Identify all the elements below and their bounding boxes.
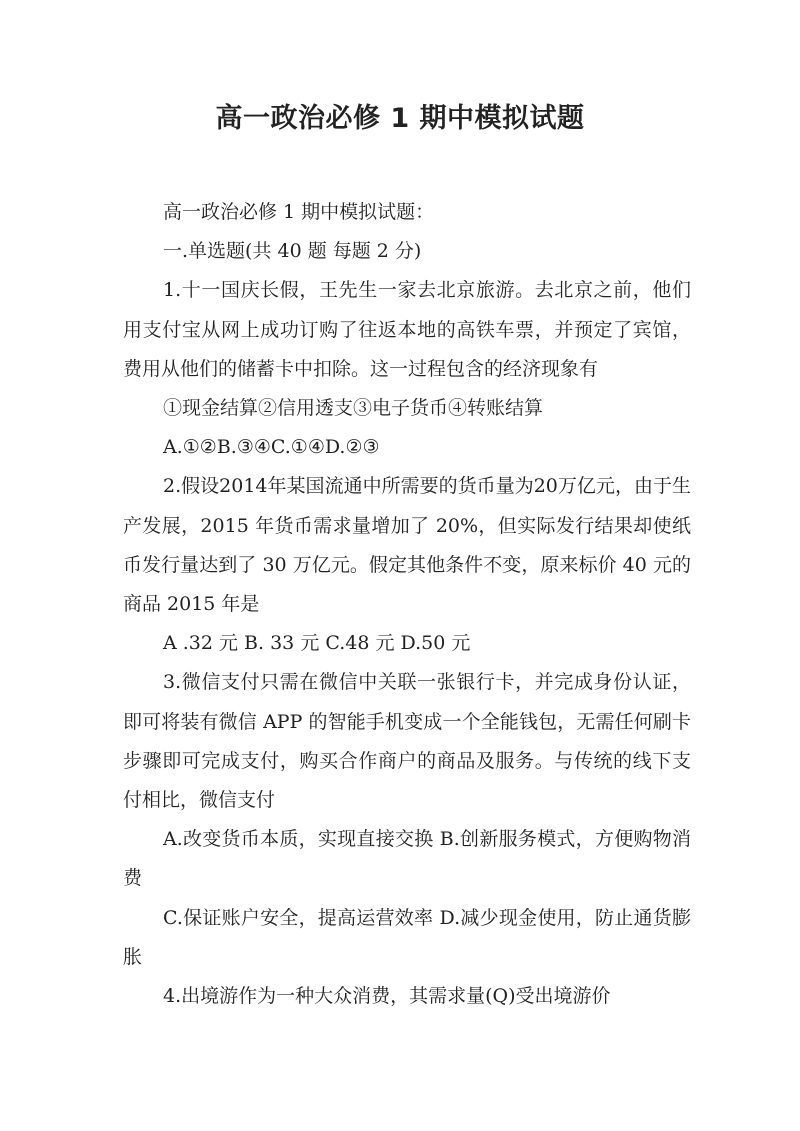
question-3-options-ab: A.改变货币本质，实现直接交换 B.创新服务模式，方便购物消费 — [123, 828, 691, 890]
question-4: 4.出境游作为一种大众消费，其需求量(Q)受出境游价 — [163, 985, 611, 1008]
question-3-options-cd: C.保证账户安全，提高运营效率 D.减少现金使用，防止通货膨胀 — [123, 906, 691, 968]
paragraph-intro: 高一政治必修 1 期中模拟试题： — [163, 201, 435, 223]
question-1-items: ①现金结算②信用透支③电子货币④转账结算 — [163, 397, 544, 420]
document-title: 高一政治必修 1 期中模拟试题 — [215, 103, 585, 134]
question-2-options: A .32 元 B. 33 元 C.48 元 D.50 元 — [163, 632, 471, 655]
section-heading: 一.单选题(共 40 题 每题 2 分) — [163, 240, 422, 263]
question-2: 2.假设2014年某国流通中所需要的货币量为20万亿元，由于生产发展，2015 年货币需求量增加了 20%，但实际发行结果却使纸币发行量达到了 30 万亿元。假定其他条件不变，原来标价 40 元的商品 2015 年是 — [123, 475, 691, 616]
question-1-options: A.①②B.③④C.①④D.②③ — [163, 436, 380, 459]
document-body — [123, 193, 691, 1016]
question-3: 3.微信支付只需在微信中关联一张银行卡，并完成身份认证，即可将装有微信 APP 的智能手机变成一个全能钱包，无需任何刷卡步骤即可完成支付，购买合作商户的商品及服务。与传统的线下支付相比，微信支付 — [123, 671, 691, 812]
question-1: 1.十一国庆长假，王先生一家去北京旅游。去北京之前，他们用支付宝从网上成功订购了往返本地的高铁车票，并预定了宾馆，费用从他们的储蓄卡中扣除。这一过程包含的经济现象有 — [123, 279, 691, 380]
